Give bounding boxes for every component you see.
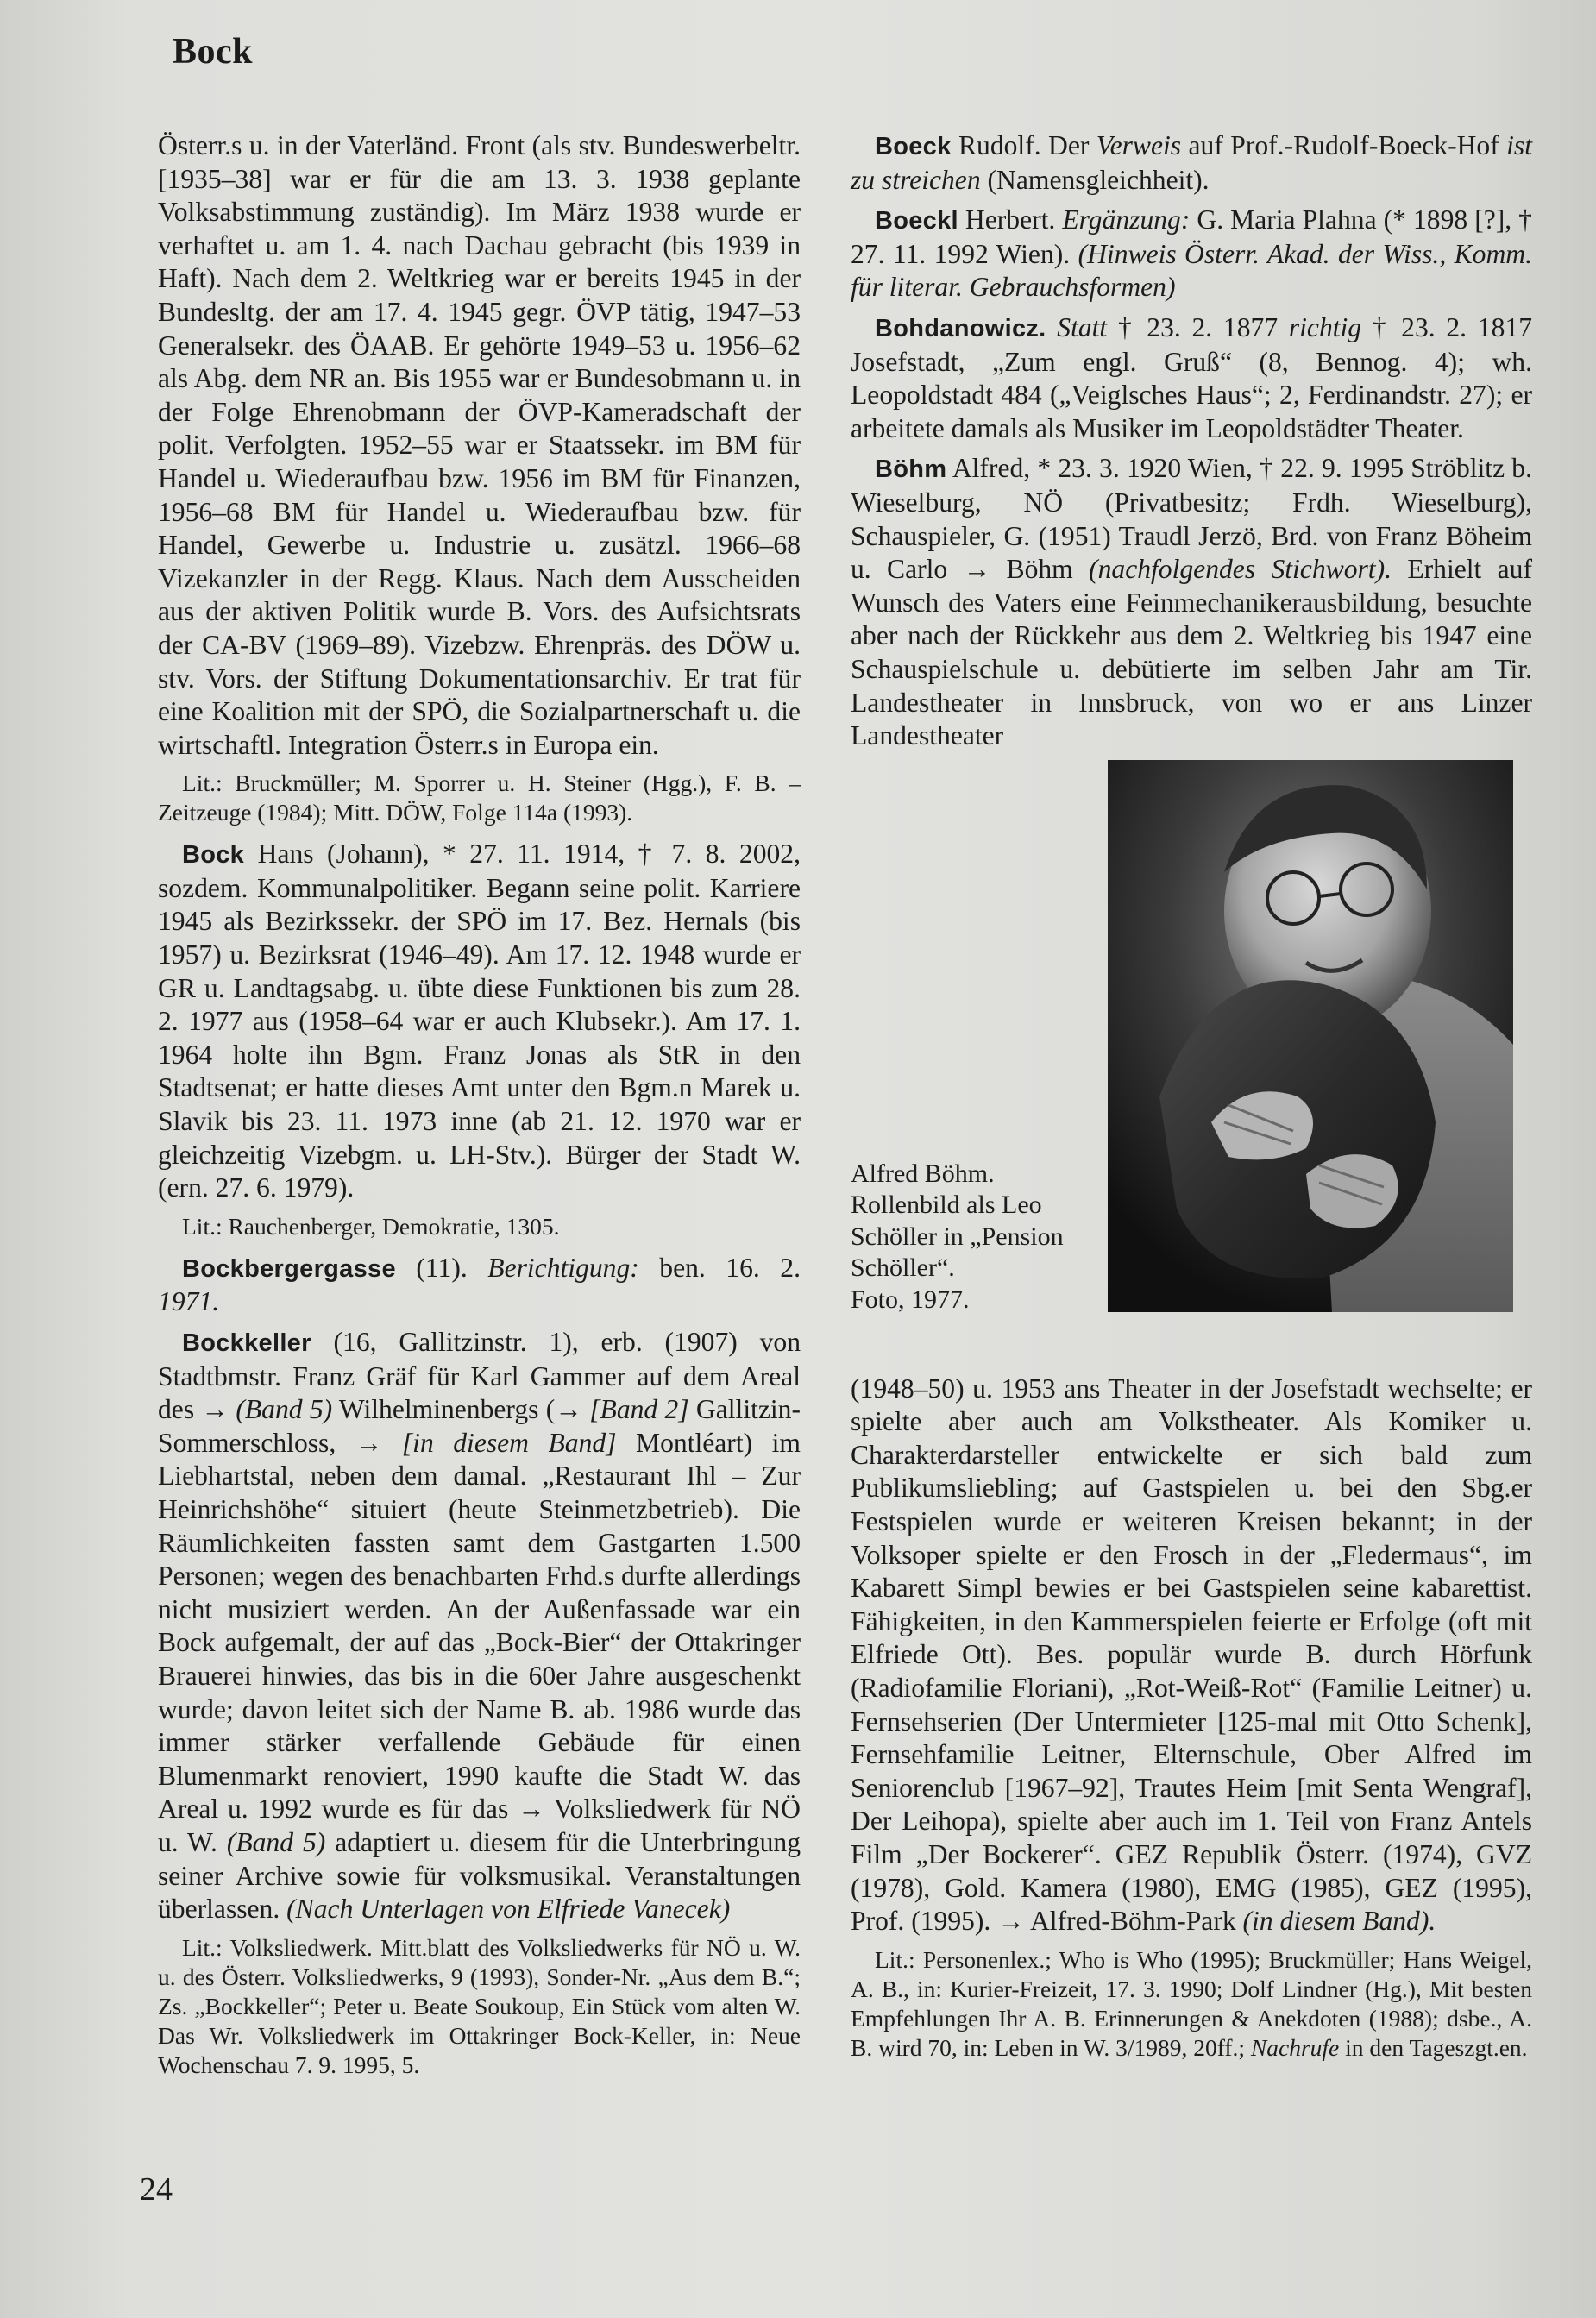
entry-text: (1948–50) u. 1953 ans Theater in der Josefstadt wechselte; er spielte aber auch am Volkstheater. Als Komiker u. Charakterdarsteller entwickelte er sich bald zum Publikumsliebling; auf Gastspielen u. bei den Sbg.er Festspielen wurde er weiteren Kreisen bekannt; in der Volksoper spielte er den Frosch in der „Fledermaus“, im Kabarett Simpl bewies er bei Gastspielen seine kabarettist. Fähigkeiten, in den Kammerspielen feierte er Erfolge (oft mit Elfriede Ott). Bes. populär wurde B. durch Hörfunk (Radiofamilie Floriani), „Rot-Weiß-Rot“ (Familie Leitner) u. Fernsehserien (Der Untermieter [125-mal mit Otto Schenk], Fernsehfamilie Leitner, Elternschule, Ober Alfred im Seniorenclub [1967–92], Trautes Heim [mit Senta Wengraf], Der Leihopa), spielte aber auch im 1. Teil von Franz Antels Film „Der Bockerer“. GEZ Republik Österr. (1974), GVZ (1978), Gold. Kamera (1980), EMG (1985), GEZ (1995), Prof. (1995). → Alfred-Böhm-Park [851,1373,1532,1937]
entry-text: Montléart) im Liebhartstal, neben dem damal. „Restaurant Ihl – Zur Heinrichshöhe“ situiert (heute Steinmetzbetrieb). Die Räumlichkeiten fassten samt dem Gastgarten 1.500 Personen; wegen des benachbarten Frhd.s durfte allerdings nicht musiziert werden. An der Außenfassade war ein Bock aufgemalt, der auf das „Bock-Bier“ der Ottakringer Brauerei hinwies, das bis in die 60er Jahre ausgeschenkt wurde; davon leitet sich der Name B. ab. 1986 wurde das immer stärker verfallende Gebäude für einen Blumenmarkt renoviert, 1990 kaufte die Stadt W. das Areal u. 1992 wurde es für das → Volksliedwerk für NÖ u. W. [158,1427,801,1857]
headword: Bohdanowicz. [875,314,1046,342]
entry-text: (11). [395,1252,488,1283]
entry-text: Rudolf. Der [951,130,1096,160]
cross-reference: (Band 5) [226,1826,326,1857]
left-column [158,129,801,2090]
lit-text: Lit.: Personenlex.; Who is Who (1995); Bruckmüller; Hans Weigel, A. B., in: Kurier-Freizeit, 17. 3. 1990; Dolf Lindner (Hg.), Mit besten Empfehlungen Ihr A. B. Erinnerungen & Anekdoten (1988); dsbe., A. B. wird 70, in: Leben in W. 3/1989, 20ff.; [851,1945,1532,2061]
entry-text: Wilhelminenbergs (→ [332,1394,590,1425]
photo-caption [851,1159,1101,1316]
entry-text: (Namensgleichheit). [980,164,1210,195]
entry-boehm-continuation [851,1373,1532,1938]
entry-bohdanowicz [851,311,1532,445]
literature-note [851,1945,1532,2063]
entry-bockbergergasse [158,1252,801,1319]
entry-text: adaptiert u. diesem für die Unterbringung seiner Archive sowie für volksmusikal. Veranstaltungen überlassen. [158,1826,801,1925]
bock-entry-continuation: Österr.s u. in der Vaterländ. Front (als stv. Bundeswerbeltr. [1935–38] war er für die am 13. 3. 1938 geplante Volksabstimmung zuständig). Im März 1938 wurde er verhaftet u. am 1. 4. nach Dachau gebracht (bis 1939 in Haft). Nach dem 2. Weltkrieg war er bereits 1945 in der Bundesltg. der am 17. 4. 1945 gegr. ÖVP tätig, 1947–53 Generalsekr. des ÖAAB. Er gehörte 1949–53 u. 1956–62 als Abg. dem NR an. Bis 1955 war er Bundesobmann u. in der Folge Ehrenobmann der ÖVP-Kameradschaft der polit. Verfolgten. 1952–55 war er Staatssekr. im BM für Handel u. Wiederaufbau bzw. 1956 im BM für Finanzen, 1956–68 BM für Handel u. Wiederaufbau bzw. für Handel, Gewerbe u. Industrie u. zusätzl. 1966–68 Vizekanzler in der Regg. Klaus. Nach dem Ausscheiden aus der aktiven Politik wurde B. Vors. des Aufsichtsrats der CA-BV (1969–89). Vizebzw. Ehrenpräs. des DÖW u. stv. Vors. der Stiftung Dokumentationsarchiv. Er trat für eine Koalition mit der SPÖ, die Sozialpartnerschaft u. die wirtschaftl. Integration Österr.s in Europa ein. [158,130,801,760]
caption-line: Foto, 1977. [851,1285,970,1314]
cross-reference: (nachfolgendes Stichwort). [1089,554,1392,585]
right-column [851,129,1532,2073]
literature-note: Lit.: Volksliedwerk. Mitt.blatt des Volksliedwerks für NÖ u. W. u. des Österr. Volksliedwerks, 9 (1993), Sonder-Nr. „Aus dem B.“; Zs. „Bockkeller“; Peter u. Beate Soukoup, Ein Stück vom alten W. Das Wr. Volksliedwerk im Ottakringer Bock-Keller, in: Neue Wochenschau 7. 9. 1995, 5. [158,1933,801,2078]
entry-text-italic: 1971. [158,1286,220,1317]
headword: Boeck [875,133,952,160]
entry-boehm [851,452,1532,752]
entry-text [1046,312,1058,342]
running-head: Bock [173,32,254,72]
portrait-photo [1108,760,1513,1312]
photo-figure [851,760,1532,1364]
entry-boeck [851,129,1532,197]
portrait-illustration [1108,760,1513,1312]
literature-note: Lit.: Rauchenberger, Demokratie, 1305. [182,1212,560,1240]
cross-reference: [Band 2] [589,1394,689,1425]
lit-text-italic: Nachrufe [1250,2033,1340,2061]
entry-text: Erhielt auf Wunsch des Vaters eine Feinmechanikerausbildung, besuchte aber nach der Rückkehr aus dem 2. Weltkrieg bis 1947 eine Schauspielschule u. debütierte im selben Jahr am Tir. Landestheater in Innsbruck, von wo er ans Linzer Landestheater [851,554,1532,751]
lit-text: in den Tageszgt.en. [1339,2033,1528,2061]
entry-text-italic: Statt [1057,311,1108,342]
entry-text: (16, Gallitzinstr. 1), erb. (1907) von Stadtbmstr. Franz Gräf für Karl Gammer auf dem Areal des → [158,1327,801,1425]
cross-reference: (in diesem Band). [1242,1906,1436,1937]
caption-line: Alfred Böhm. [851,1159,995,1188]
entry-boeckl [851,204,1532,305]
entry-text: Gallitzin-Sommerschloss, → [158,1394,801,1458]
headword: Böhm [875,455,947,484]
entry-text-italic: Berichtigung: [487,1252,639,1283]
cross-reference: [in diesem Band] [401,1427,617,1458]
caption-line: Schöller“. [851,1253,955,1283]
entry-text: auf Prof.-Rudolf-Boeck-Hof [1181,130,1507,160]
entry-text-italic: ist zu streichen [851,130,1532,195]
entry-text-italic: Ergänzung: [1062,204,1191,236]
headword: Bockkeller [182,1329,311,1357]
entry-text-italic: Verweis [1096,130,1182,160]
source-note: (Hinweis Österr. Akad. der Wiss., Komm. für literar. Gebrauchsformen) [851,238,1533,303]
caption-line: Schöller in „Pension [851,1222,1064,1251]
entry-text: Hans (Johann), * 27. 11. 1914, † 7. 8. 2002, sozdem. Kommunalpolitiker. Begann seine polit. Karriere 1945 als Bezirkssekr. der SPÖ im 17. Bez. Hernals (bis 1957) u. Bezirksrat (1946–49). Am 17. 12. 1948 wurde er GR u. Landtagsabg. u. übte diese Funktionen bis zum 28. 2. 1977 aus (1958–64 war er auch Klubsekr.). Am 17. 1. 1964 holte ihn Bgm. Franz Jonas als StR in den Stadtsenat; er hatte dieses Amt unter den Bgm.n Marek u. Slavik bis 23. 11. 1973 inne (ab 21. 12. 1970 war er gleichzeitig Vizebgm. u. LH-Stv.). Bürger der Stadt W. (ern. 27. 6. 1979). [158,839,801,1203]
entry-text: Herbert. [958,204,1063,236]
cross-reference: (Band 5) [236,1394,333,1425]
page-number: 24 [140,2171,173,2208]
entry-text: ben. 16. 2. [638,1252,801,1283]
entry-bock-hans [158,838,801,1205]
entry-text: † 23. 2. 1877 [1107,311,1289,342]
entry-text: Alfred, * 23. 3. 1920 Wien, † 22. 9. 1995 Ströblitz b. Wieselburg, NÖ (Privatbesitz; Frdh. Wieselburg), Schauspieler, G. (1951) Traudl Jerzö, Brd. von Franz Böheim u. Carlo → Böhm [851,453,1532,585]
entry-bockkeller [158,1326,801,1926]
headword: Boeckl [875,207,958,236]
entry-text-italic: richtig [1288,311,1362,342]
caption-line: Rollenbild als Leo [851,1190,1042,1220]
headword: Bockbergergasse [182,1254,396,1283]
headword: Bock [182,841,245,870]
source-note: (Nach Unterlagen von Elfriede Vanecek) [286,1894,731,1925]
literature-note: Lit.: Bruckmüller; M. Sporrer u. H. Steiner (Hgg.), F. B. – Zeitzeuge (1984); Mitt. DÖW, Folge 114a (1993). [158,770,801,826]
entry-text: † 23. 2. 1817 Josefstadt, „Zum engl. Gruß“ (8, Bennog. 4); wh. Leopoldstadt 484 („Veiglsches Haus“; 2, Ferdinandstr. 27); er arbeitete damals als Musiker im Leopoldstädter Theater. [851,311,1532,443]
entry-text: G. Maria Plahna (* 1898 [?], † 27. 11. 1992 Wien). [851,204,1532,269]
